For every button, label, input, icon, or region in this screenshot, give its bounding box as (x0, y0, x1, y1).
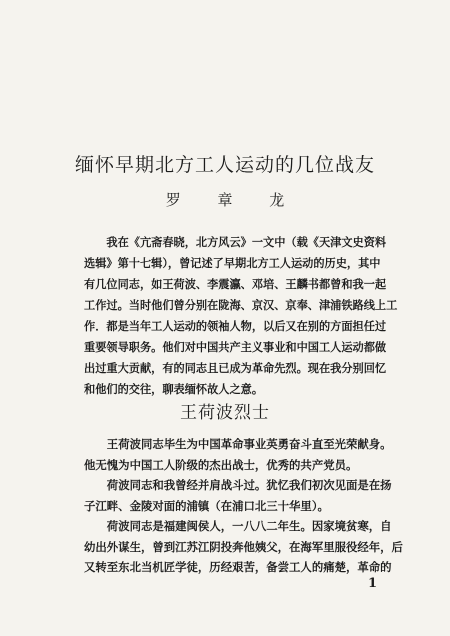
body-line: 他无愧为中国工人阶级的杰出战士，优秀的共产党员。 (84, 457, 358, 472)
intro-line: 和他们的交往，聊表缅怀故人之意。 (84, 382, 264, 396)
body-line: 又转至东北当机匠学徒，历经艰苦，备尝工人的痛楚，革命的 (84, 560, 392, 574)
intro-line: 作．都是当年工人运动的领袖人物，以后又在别的方面担任过 (84, 319, 387, 333)
body-line: 幼出外谋生，曾到江苏江阴投奔他姨父，在海军里服役经年，后 (84, 539, 403, 554)
intro-line: 重要领导职务。他们对中国共产主义事业和中国工人运动都做 (84, 340, 387, 354)
body-line: 子江畔、金陵对面的浦镇（在浦口北三十华里）。 (84, 498, 329, 513)
section-heading: 王荷波烈士 (180, 403, 270, 423)
body-line: 王荷波同志毕生为中国革命事业英勇奋斗直至光荣献身。 (106, 437, 392, 451)
intro-line: 选辑》第十七辑），曾记述了早期北方工人运动的历史，其中 (84, 256, 381, 270)
intro-line: 出过重大贡献，有的同志且已成为革命先烈。现在我分别回忆 (84, 361, 387, 375)
author-name: 罗 章 龙 (165, 191, 301, 209)
body-line: 荷波同志是福建闽侯人，一八八二年生。因家境贫寒，自 (106, 519, 392, 533)
page-number: 1 (368, 576, 378, 591)
intro-paragraph (84, 232, 398, 400)
body-line: 荷波同志和我曾经并肩战斗过。犹忆我们初次见面是在扬 (106, 478, 392, 492)
article-title: 缅怀早期北方工人运动的几位战友 (74, 154, 375, 176)
section-body (84, 434, 403, 578)
intro-line: 工作过。当时他们曾分别在陇海、京汉、京奉、津浦铁路线上工 (84, 298, 398, 312)
intro-line: 有几位同志，如王荷波、李震瀛、邓培、王麟书都曾和我一起 (84, 277, 387, 291)
intro-line: 我在《亢斋春晓，北方风云》一文中（载《天津文史资料 (106, 235, 387, 249)
